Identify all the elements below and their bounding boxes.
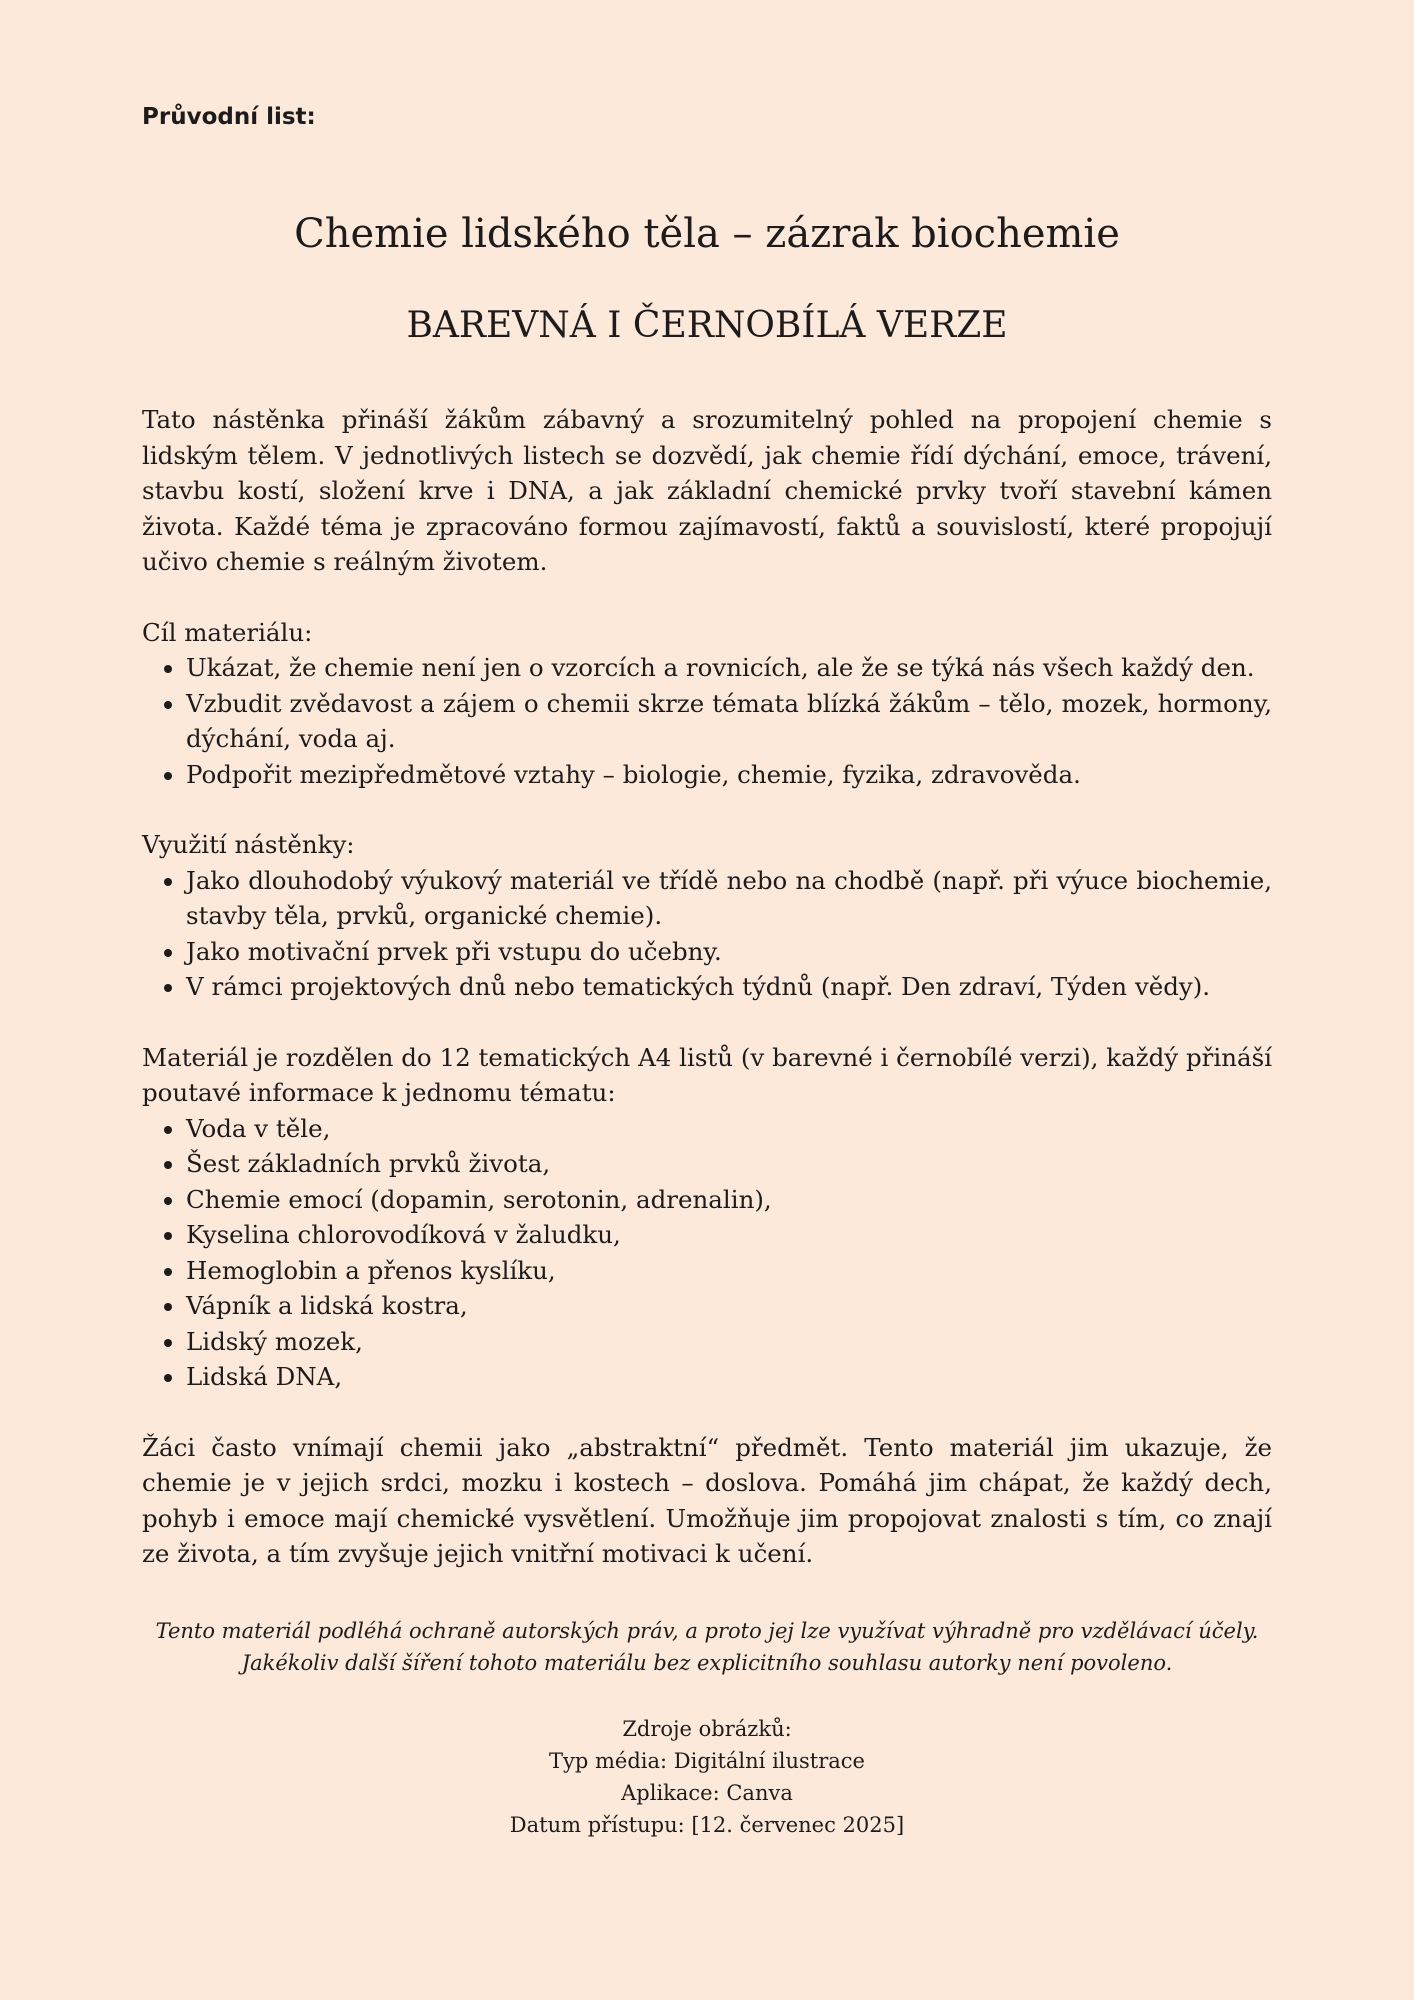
list-item: • Jako dlouhodobý výukový materiál ve třídě nebo na chodbě (např. při výuce biochemie, stavby těla, prvků, organické chemie). — [186, 863, 1272, 934]
list-item: • Hemoglobin a přenos kyslíku, — [186, 1253, 1272, 1289]
list-item: • Vápník a lidská kostra, — [186, 1288, 1272, 1324]
topics-list — [142, 1111, 1272, 1395]
usage-heading: Využití nástěnky: — [142, 830, 355, 859]
topics-intro: Materiál je rozdělen do 12 tematických A4 listů (v barevné i černobílé verzi), každý přináší poutavé informace k jednomu tématu: — [142, 1042, 1272, 1107]
usage-list — [142, 863, 1272, 1005]
list-item: • Chemie emocí (dopamin, serotonin, adrenalin), — [186, 1182, 1272, 1218]
sources-date: Datum přístupu: [12. červenec 2025] — [509, 1812, 905, 1837]
list-item: • Voda v těle, — [186, 1111, 1272, 1147]
document-subtitle: BAREVNÁ I ČERNOBÍLÁ VERZE — [406, 305, 1008, 346]
list-item: • Kyselina chlorovodíková v žaludku, — [186, 1217, 1272, 1253]
list-item: • Podpořit mezipředmětové vztahy – biologie, chemie, fyzika, zdravověda. — [186, 757, 1272, 793]
sources-app: Aplikace: Canva — [621, 1780, 793, 1805]
goal-heading: Cíl materiálu: — [142, 617, 313, 647]
conclusion-paragraph: Žáci často vnímají chemii jako „abstraktní“ předmět. Tento materiál jim ukazuje, že chemie je v jejich srdci, mozku i kostech – doslova. Pomáhá jim chápat, že každý dech, pohyb i emoce mají chemické vysvětlení. Umožňuje jim propojovat znalosti s tím, co znají ze života, a tím zvyšuje jejich vnitřní motivaci k učení. — [142, 1432, 1272, 1568]
document-body — [142, 402, 1272, 1572]
list-item: • Lidský mozek, — [186, 1324, 1272, 1360]
list-item: • Jako motivační prvek při vstupu do učebny. — [186, 934, 1272, 970]
document-label: Průvodní list: — [142, 104, 316, 130]
intro-paragraph: Tato nástěnka přináší žákům zábavný a srozumitelný pohled na propojení chemie s lidským tělem. V jednotlivých listech se dozvědí, jak chemie řídí dýchání, emoce, trávení, stavbu kostí, složení krve i DNA, a jak základní chemické prvky tvoří stavební kámen života. Každé téma je zpracováno formou zajímavostí, faktů a souvislostí, které propojují učivo chemie s reálným životem. — [142, 405, 1272, 576]
list-item: • V rámci projektových dnů nebo tematických týdnů (např. Den zdraví, Týden vědy). — [186, 969, 1272, 1005]
image-sources — [142, 1713, 1272, 1841]
list-item: • Ukázat, že chemie není jen o vzorcích a rovnicích, ale že se týká nás všech každý den. — [186, 650, 1272, 686]
list-item: • Šest základních prvků života, — [186, 1146, 1272, 1182]
list-item: • Vzbudit zvědavost a zájem o chemii skrze témata blízká žákům – tělo, mozek, hormony, dýchání, voda aj. — [186, 686, 1272, 757]
sources-heading: Zdroje obrázků: — [622, 1716, 792, 1741]
list-item: • Lidská DNA, — [186, 1359, 1272, 1395]
copyright-notice: Tento materiál podléhá ochraně autorských práv, a proto jej lze využívat výhradně pro vzdělávací účely. Jakékoliv další šíření tohoto materiálu bez explicitního souhlasu autorky není povoleno. — [155, 1618, 1259, 1675]
document-title: Chemie lidského těla – zázrak biochemie — [294, 211, 1120, 257]
goal-list — [142, 650, 1272, 792]
sources-media: Typ média: Digitální ilustrace — [549, 1748, 865, 1773]
